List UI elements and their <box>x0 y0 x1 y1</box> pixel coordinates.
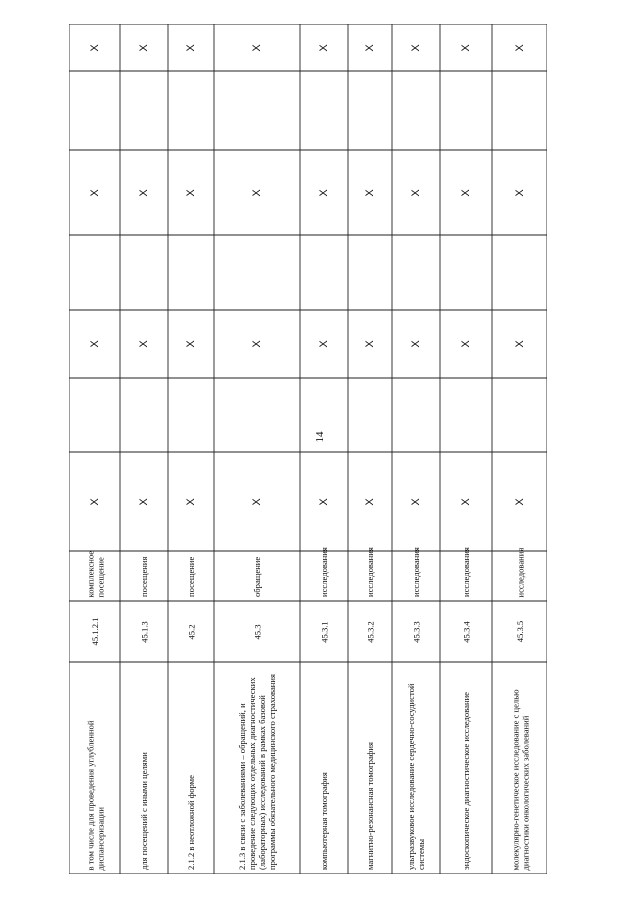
code-text: 45.2 <box>186 623 196 640</box>
row-name-cell <box>494 666 545 870</box>
unit-cell <box>170 555 212 597</box>
x-mark: X <box>318 43 330 52</box>
row-code-cell <box>394 605 438 658</box>
row-code-cell <box>122 605 166 658</box>
x-mark: X <box>251 340 263 348</box>
x-mark: X <box>513 497 526 506</box>
unit-cell <box>442 547 490 597</box>
unit-text: исследования <box>365 547 375 597</box>
x-mark: X <box>318 188 330 197</box>
name-text: компьютерная томография <box>319 772 329 870</box>
x-mark: X <box>251 497 263 506</box>
row-name-cell <box>442 666 490 870</box>
x-mark: X <box>460 340 472 348</box>
row-code-cell <box>170 605 212 658</box>
x-mark: X <box>138 340 150 348</box>
x-mark: X <box>138 43 150 52</box>
x-mark: X <box>364 340 376 348</box>
row-code-cell <box>494 605 545 658</box>
row-name-cell <box>216 666 298 870</box>
x-mark: X <box>185 340 197 348</box>
name-text: 2.1.3 в связи с заболеваниями – обращений, и проведение следующих отдельных диагностических (лабораторных) исследований в рамках базовой программы обязательного медицинского страхования <box>237 674 277 870</box>
unit-cell <box>122 555 166 597</box>
x-mark: X <box>460 43 472 52</box>
unit-text: исследования <box>514 547 525 597</box>
row-code-cell <box>302 605 346 658</box>
name-text: молекулярно-генетическое исследование с целью диагностики онкологических заболеваний <box>509 688 530 870</box>
unit-cell <box>494 547 545 597</box>
x-mark: X <box>251 188 263 197</box>
x-mark: X <box>513 43 526 52</box>
x-mark: X <box>88 340 101 348</box>
row-name-cell <box>71 666 118 870</box>
row-name-cell <box>302 666 346 870</box>
x-mark: X <box>410 43 422 52</box>
x-mark: X <box>185 497 197 506</box>
unit-cell <box>302 547 346 597</box>
unit-text: обращение <box>252 556 262 597</box>
page-number: 14 <box>314 431 326 443</box>
data-table <box>69 24 547 874</box>
x-mark: X <box>185 188 197 197</box>
x-mark: X <box>513 188 526 197</box>
x-mark: X <box>410 497 422 506</box>
x-mark: X <box>364 497 376 506</box>
x-mark: X <box>88 43 101 52</box>
x-mark: X <box>138 188 150 197</box>
x-mark: X <box>460 497 472 506</box>
code-text: 45.1.3 <box>139 620 149 643</box>
row-name-cell <box>170 666 212 870</box>
x-mark: X <box>318 497 330 506</box>
name-text: магнитно-резонансная томография <box>365 742 375 870</box>
x-mark: X <box>88 188 101 197</box>
x-mark: X <box>410 188 422 197</box>
unit-cell <box>350 547 390 597</box>
x-mark: X <box>251 43 263 52</box>
name-text: эндоскопическое диагностическое исследование <box>461 691 471 870</box>
unit-text: исследования <box>319 547 329 597</box>
code-text: 45.3.3 <box>411 620 421 643</box>
code-text: 45.1.2.1 <box>89 617 100 646</box>
unit-text: исследования <box>461 547 471 597</box>
row-name-cell <box>394 666 438 870</box>
unit-text: посещения <box>139 556 149 597</box>
x-mark: X <box>185 43 197 52</box>
name-text: для посещений с иными целями <box>139 752 149 870</box>
unit-cell <box>216 555 298 597</box>
x-mark: X <box>138 497 150 506</box>
name-text: 2.1.2 в неотложной форме <box>186 775 196 870</box>
code-text: 45.3 <box>252 623 262 640</box>
row-code-cell <box>442 605 490 658</box>
row-name-cell <box>122 666 166 870</box>
x-mark: X <box>410 340 422 348</box>
x-mark: X <box>88 497 101 506</box>
unit-text: исследования <box>411 547 421 597</box>
row-code-cell <box>216 605 298 658</box>
code-text: 45.3.4 <box>461 620 471 643</box>
unit-cell <box>394 547 438 597</box>
x-mark: X <box>513 340 526 348</box>
code-text: 45.3.5 <box>514 620 525 643</box>
x-mark: X <box>318 340 330 348</box>
x-mark: X <box>460 188 472 197</box>
row-name-cell <box>350 666 390 870</box>
x-mark: X <box>364 43 376 52</box>
x-mark: X <box>364 188 376 197</box>
unit-text: посещение <box>186 556 196 597</box>
row-code-cell <box>71 605 118 658</box>
code-text: 45.3.2 <box>365 620 375 643</box>
code-text: 45.3.1 <box>319 620 329 643</box>
row-code-cell <box>350 605 390 658</box>
unit-cell <box>71 550 118 597</box>
name-text: ультразвуковое исследование сердечно-сосудистой системы <box>406 683 426 870</box>
name-text: в том числе для проведения углубленной диспансеризации <box>84 720 105 870</box>
unit-text: комплексное посещение <box>84 550 105 597</box>
